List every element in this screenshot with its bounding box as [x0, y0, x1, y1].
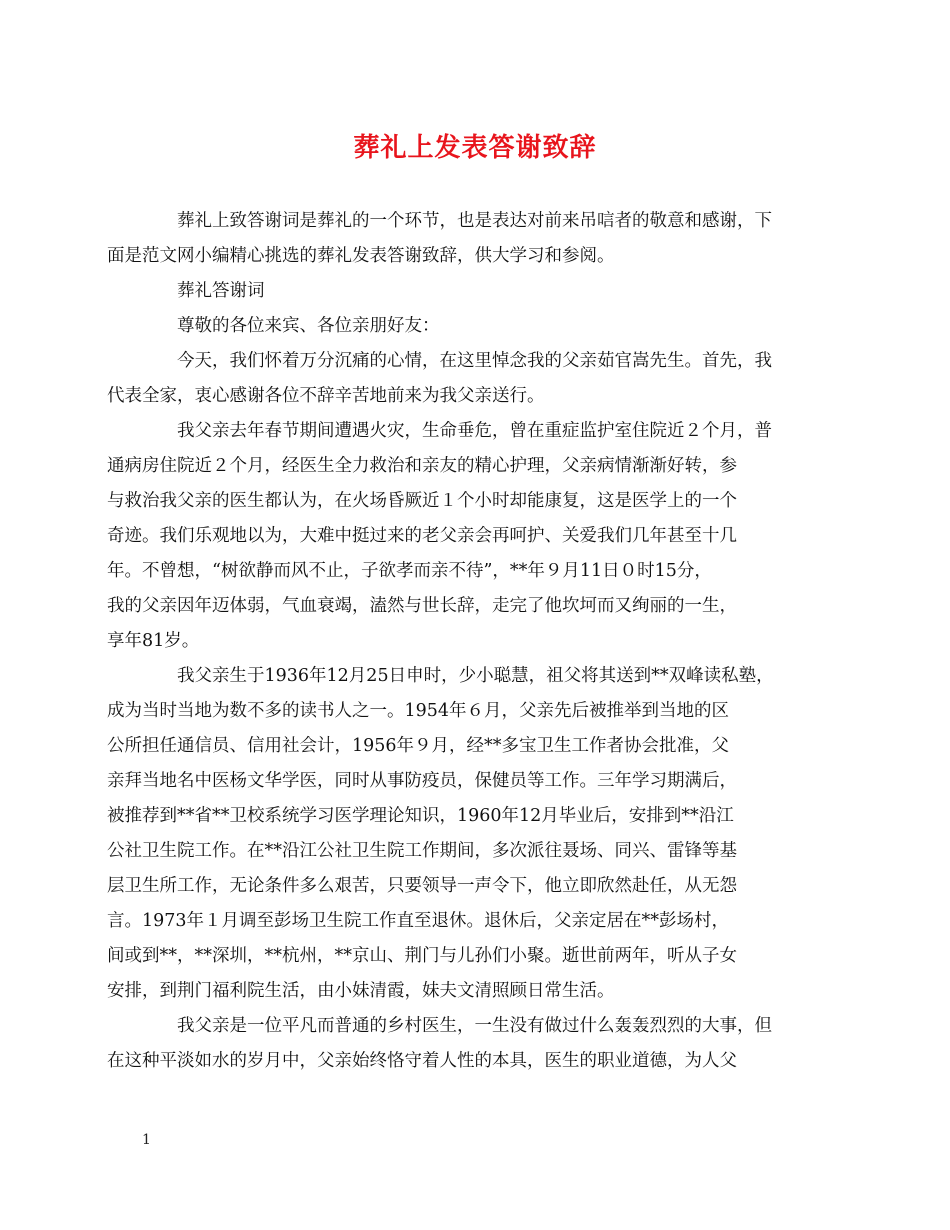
- text-line: 我父亲去年春节期间遭遇火灾，生命垂危，曾在重症监护室住院近２个月，普: [177, 421, 772, 441]
- text-line: 公所担任通信员、信用社会计，1956年９月，经**多宝卫生工作者协会批准，父: [107, 736, 730, 756]
- text-line: 与救治我父亲的医生都认为，在火场昏厥近１个小时却能康复，这是医学上的一个: [107, 491, 737, 511]
- text-line: 公社卫生院工作。在**沿江公社卫生院工作期间，多次派往聂场、同兴、雷锋等基: [107, 841, 737, 861]
- paragraph: [107, 204, 814, 274]
- document-title: 葬礼上发表答谢致辞: [353, 133, 597, 163]
- text-line: 尊敬的各位来宾、各位亲朋好友：: [177, 316, 440, 336]
- text-line: 奇迹。我们乐观地以为，大难中挺过来的老父亲会再呵护、关爱我们几年甚至十几: [107, 526, 737, 546]
- text-line: 在这种平淡如水的岁月中，父亲始终恪守着人性的本具，医生的职业道德，为人父: [107, 1051, 737, 1071]
- paragraph: [107, 344, 814, 414]
- paragraph: [142, 309, 814, 344]
- text-line: 我父亲生于1936年12月25日申时，少小聪慧，祖父将其送到**双峰读私塾，: [177, 666, 774, 686]
- text-line: 言。1973年１月调至彭场卫生院工作直至退休。退休后，父亲定居在**彭场村，: [107, 911, 730, 931]
- text-line: 面是范文网小编精心挑选的葬礼发表答谢致辞，供大学习和参阅。: [107, 246, 615, 266]
- paragraph: [142, 274, 814, 309]
- text-line: 葬礼答谢词: [177, 281, 265, 301]
- text-line: 我的父亲因年迈体弱，气血衰竭，溘然与世长辞，走完了他坎坷而又绚丽的一生，: [107, 596, 737, 616]
- paragraph: [107, 659, 814, 1009]
- text-line: 我父亲是一位平凡而普通的乡村医生，一生没有做过什么轰轰烈烈的大事，但: [177, 1016, 772, 1036]
- text-line: 葬礼上致答谢词是葬礼的一个环节，也是表达对前来吊唁者的敬意和感谢，下: [177, 211, 772, 231]
- document-body: [107, 204, 814, 1079]
- text-line: 间或到**，**深圳，**杭州，**京山、荆门与儿孙们小聚。逝世前两年，听从子女: [107, 946, 737, 966]
- text-line: 今天，我们怀着万分沉痛的心情，在这里悼念我的父亲茹官嵩先生。首先，我: [177, 351, 772, 371]
- text-line: 享年81岁。: [107, 631, 200, 651]
- paragraph: [107, 1009, 814, 1079]
- text-line: 年。不曾想，“树欲静而风不止，子欲孝而亲不待”，**年９月11日０时15分，: [107, 561, 712, 581]
- text-line: 亲拜当地名中医杨文华学医，同时从事防疫员，保健员等工作。三年学习期满后，: [107, 771, 737, 791]
- text-line: 安排，到荆门福利院生活，由小妹清霞，妹夫文清照顾日常生活。: [107, 981, 615, 1001]
- text-line: 被推荐到**省**卫校系统学习医学理论知识，1960年12月毕业后，安排到**沿江: [107, 806, 734, 826]
- text-line: 代表全家，衷心感谢各位不辞辛苦地前来为我父亲送行。: [107, 386, 545, 406]
- text-line: 通病房住院近２个月，经医生全力救治和亲友的精心护理，父亲病情渐渐好转，参: [107, 456, 737, 476]
- text-line: 层卫生所工作，无论条件多么艰苦，只要领导一声令下，他立即欣然赴任，从无怨: [107, 876, 737, 896]
- page-number: 1: [142, 1132, 151, 1148]
- text-line: 成为当时当地为数不多的读书人之一。1954年６月，父亲先后被推举到当地的区: [107, 701, 730, 721]
- paragraph: [107, 414, 814, 659]
